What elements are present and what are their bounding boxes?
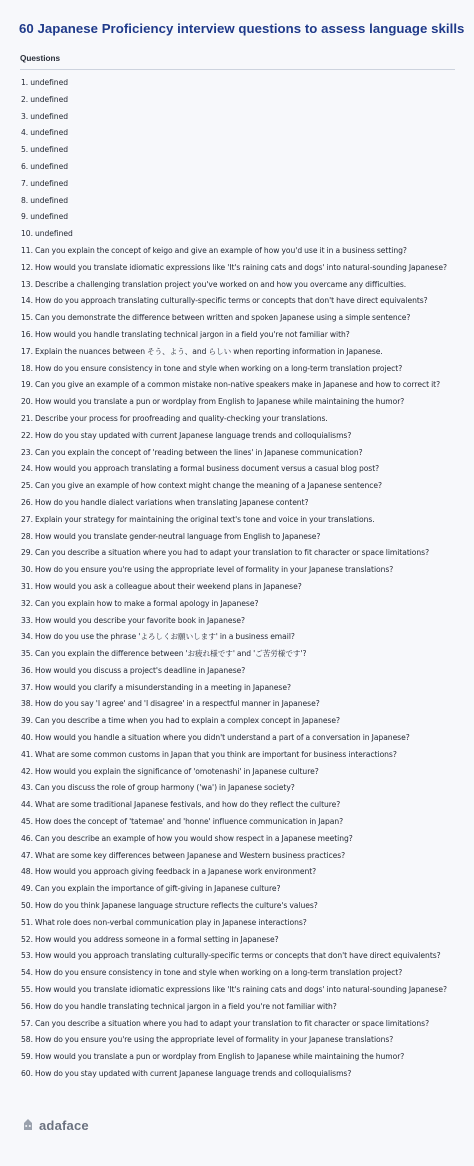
- question-item: 21. Describe your process for proofreading and quality-checking your translations.: [21, 413, 328, 423]
- question-item: 29. Can you describe a situation where you had to adapt your translation to fit character or space limitations?: [21, 548, 430, 558]
- question-item: 14. How do you approach translating culturally-specific terms or concepts that don't have direct equivalents?: [21, 296, 428, 306]
- question-item: 45. How does the concept of 'tatemae' and 'honne' influence communication in Japan?: [21, 817, 344, 827]
- question-item: 22. How do you stay updated with current Japanese language trends and colloquialisms?: [21, 430, 352, 440]
- question-item: 23. Can you explain the concept of 'reading between the lines' in Japanese communication?: [21, 447, 363, 457]
- question-item: 42. How would you explain the significance of 'omotenashi' in Japanese culture?: [21, 766, 319, 776]
- question-item: 51. What role does non-verbal communication play in Japanese interactions?: [21, 917, 307, 927]
- question-list: [21, 78, 457, 1086]
- logo-text: adaface: [39, 1117, 89, 1133]
- question-item: 55. How would you translate idiomatic expressions like 'It's raining cats and dogs' into natural-sounding Japanese?: [21, 985, 447, 995]
- question-item: 5. undefined: [21, 145, 68, 155]
- question-item: 32. Can you explain how to make a formal apology in Japanese?: [21, 598, 259, 608]
- question-item: 12. How would you translate idiomatic expressions like 'It's raining cats and dogs' into natural-sounding Japanese?: [21, 262, 447, 272]
- question-item: 41. What are some common customs in Japan that you think are important for business interactions?: [21, 749, 397, 759]
- question-item: 33. How would you describe your favorite book in Japanese?: [21, 615, 246, 625]
- question-item: 46. Can you describe an example of how you would show respect in a Japanese meeting?: [21, 833, 353, 843]
- footer-logo: [21, 1117, 89, 1133]
- page-title: 60 Japanese Proficiency interview questions to assess language skills: [19, 21, 465, 36]
- question-item: 16. How would you handle translating technical jargon in a field you're not familiar with?: [21, 329, 350, 339]
- question-item: 10. undefined: [21, 229, 73, 239]
- question-item: 19. Can you give an example of a common mistake non-native speakers make in Japanese and how to correct it?: [21, 380, 441, 390]
- question-item: 38. How do you say 'I agree' and 'I disagree' in a respectful manner in Japanese?: [21, 699, 320, 709]
- question-item: 40. How would you handle a situation where you didn't understand a part of a conversation in Japanese?: [21, 733, 410, 743]
- question-item: 60. How do you stay updated with current Japanese language trends and colloquialisms?: [21, 1069, 352, 1079]
- question-item: 18. How do you ensure consistency in tone and style when working on a long-term translation project?: [21, 363, 403, 373]
- question-item: 48. How would you approach giving feedback in a Japanese work environment?: [21, 867, 317, 877]
- question-item: 34. How do you use the phrase 'よろしくお願いします' in a business email?: [21, 632, 295, 642]
- section-divider: [20, 69, 455, 70]
- question-item: 20. How would you translate a pun or wordplay from English to Japanese while maintaining the humor?: [21, 397, 405, 407]
- question-item: 49. Can you explain the importance of gift-giving in Japanese culture?: [21, 884, 281, 894]
- question-item: 28. How would you translate gender-neutral language from English to Japanese?: [21, 531, 321, 541]
- question-item: 39. Can you describe a time when you had to explain a complex concept in Japanese?: [21, 716, 341, 726]
- question-item: 50. How do you think Japanese language structure reflects the culture's values?: [21, 901, 318, 911]
- question-item: 53. How would you approach translating culturally-specific terms or concepts that don't have direct equivalents?: [21, 951, 441, 961]
- question-item: 25. Can you give an example of how context might change the meaning of a Japanese sentence?: [21, 481, 382, 491]
- question-item: 36. How would you discuss a project's deadline in Japanese?: [21, 665, 246, 675]
- question-item: 9. undefined: [21, 212, 68, 222]
- question-item: 58. How do you ensure you're using the appropriate level of formality in your Japanese translations?: [21, 1035, 394, 1045]
- question-item: 56. How do you handle translating technical jargon in a field you're not familiar with?: [21, 1001, 337, 1011]
- question-item: 52. How would you address someone in a formal setting in Japanese?: [21, 934, 279, 944]
- question-item: 47. What are some key differences between Japanese and Western business practices?: [21, 850, 346, 860]
- section-header: Questions: [20, 54, 61, 63]
- question-item: 1. undefined: [21, 78, 68, 87]
- adaface-logo-icon: [21, 1117, 35, 1133]
- question-item: 2. undefined: [21, 94, 68, 104]
- question-item: 7. undefined: [21, 178, 68, 188]
- question-item: 24. How would you approach translating a formal business document versus a casual blog post?: [21, 464, 380, 474]
- question-item: 59. How would you translate a pun or wordplay from English to Japanese while maintaining the humor?: [21, 1052, 405, 1062]
- question-item: 17. Explain the nuances between そう、よう、and らしい when reporting information in Japanese.: [21, 346, 383, 356]
- question-item: 30. How do you ensure you're using the appropriate level of formality in your Japanese translations?: [21, 565, 394, 575]
- question-item: 43. Can you discuss the role of group harmony ('wa') in Japanese society?: [21, 783, 295, 793]
- question-item: 11. Can you explain the concept of keigo and give an example of how you'd use it in a business setting?: [21, 245, 407, 255]
- question-item: 35. Can you explain the difference between 'お疲れ様です' and 'ご苦労様です'?: [21, 649, 307, 659]
- question-item: 57. Can you describe a situation where you had to adapt your translation to fit character or space limitations?: [21, 1018, 430, 1028]
- question-item: 8. undefined: [21, 195, 68, 205]
- question-item: 37. How would you clarify a misunderstanding in a meeting in Japanese?: [21, 682, 291, 692]
- question-item: 26. How do you handle dialect variations when translating Japanese content?: [21, 497, 309, 507]
- question-item: 27. Explain your strategy for maintaining the original text's tone and voice in your translations.: [21, 514, 375, 524]
- question-item: 4. undefined: [21, 128, 68, 138]
- question-item: 3. undefined: [21, 111, 68, 121]
- question-item: 13. Describe a challenging translation project you've worked on and how you overcame any difficulties.: [21, 279, 407, 289]
- question-item: 54. How do you ensure consistency in tone and style when working on a long-term translation project?: [21, 968, 403, 978]
- question-item: 15. Can you demonstrate the difference between written and spoken Japanese using a simple sentence?: [21, 313, 411, 323]
- question-item: 44. What are some traditional Japanese festivals, and how do they reflect the culture?: [21, 800, 341, 810]
- question-item: 31. How would you ask a colleague about their weekend plans in Japanese?: [21, 581, 302, 591]
- question-item: 6. undefined: [21, 161, 68, 171]
